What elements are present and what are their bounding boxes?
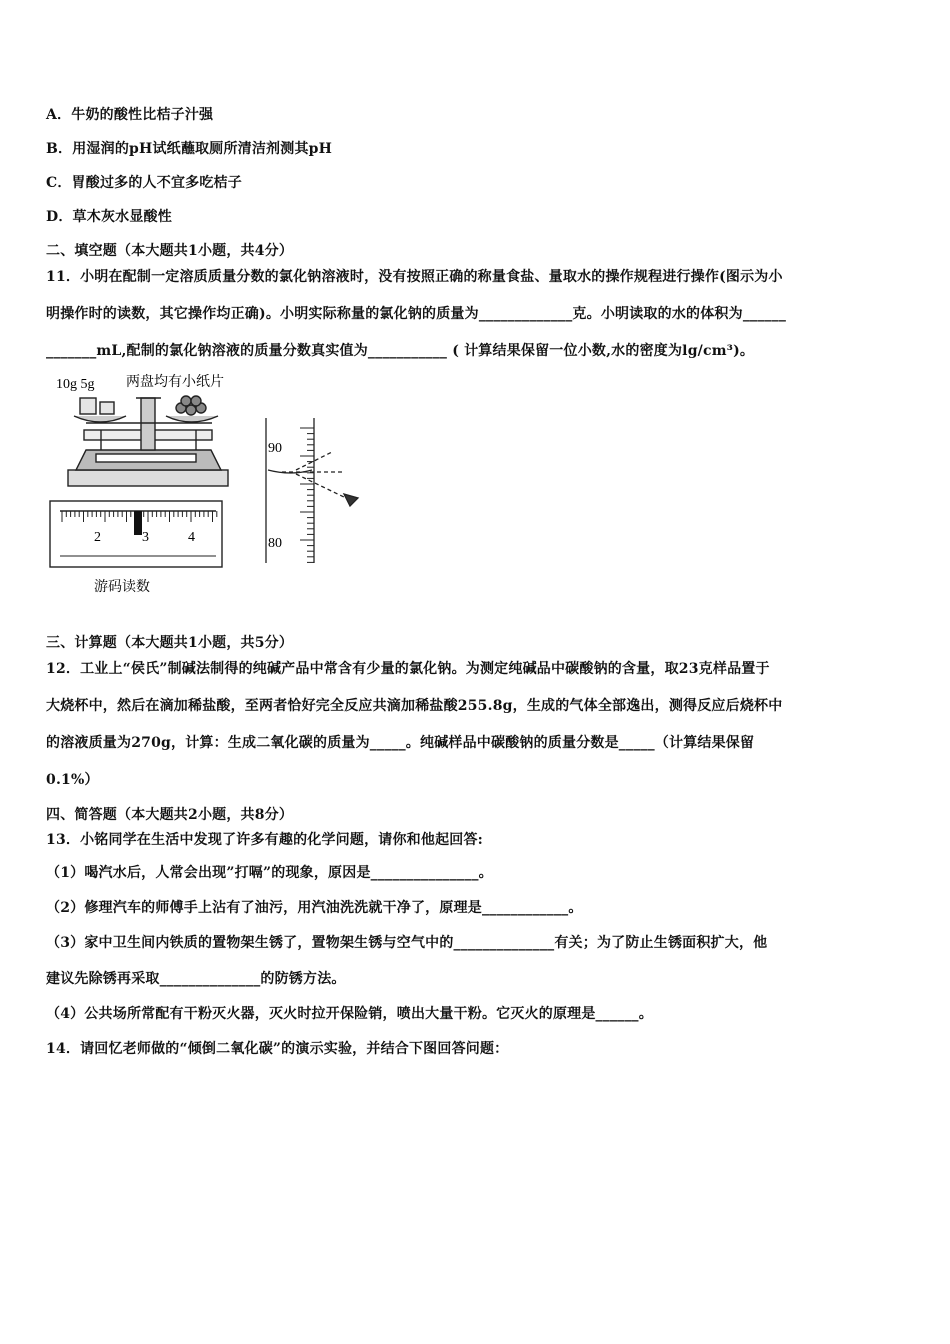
q12-line3: 的溶液质量为270g，计算：生成二氧化碳的质量为_____。纯碱样品中碳酸钠的质量分数是_____（计算结果保留 [46,735,755,751]
q13-intro: 13．小铭同学在生活中发现了许多有趣的化学问题，请你和他起回答: [46,832,484,848]
section3-title: 三、计算题（本大题共1小题，共5分） [46,635,294,651]
section2-title: 二、填空题（本大题共1小题，共4分） [46,243,294,259]
section4-title: 四、简答题（本大题共2小题，共8分） [46,807,294,823]
rider-ruler [50,501,222,567]
option-a: A．牛奶的酸性比桔子汁强 [46,107,214,123]
rider-reading-label: 游码读数 [94,580,150,595]
q12-line2: 大烧杯中，然后在滴加稀盐酸，至两者恰好完全反应共滴加稀盐酸255.8g，生成的气体全部逸出，测得反应后烧杯中 [46,698,783,714]
q12-line1: 12．工业上“侯氏”制碱法制得的纯碱产品中常含有少量的氯化钠。为测定纯碱品中碳酸钠的含量，取23克样品置于 [46,661,770,677]
cylinder-tick-90: 90 [268,441,282,456]
option-c: C．胃酸过多的人不宜多吃桔子 [46,175,242,191]
balance-illustration [68,396,228,486]
q13-part3a: （3）家中卫生间内铁质的置物架生锈了，置物架生锈与空气中的______________有关；为了防止生锈面积扩大，他 [46,935,768,951]
q14-text: 14．请回忆老师做的“倾倒二氧化碳”的演示实验，并结合下图回答问题： [46,1041,509,1057]
ruler-tick-2: 2 [94,530,101,545]
rider-marker [134,511,142,535]
q13-part2: （2）修理汽车的师傅手上沾有了油污，用汽油洗洗就干净了，原理是____________。 [46,900,583,916]
weights-label: 10g 5g [56,377,95,392]
q13-part3b: 建议先除锈再采取______________的防锈方法。 [46,971,346,987]
option-b: B．用湿润的pH试纸蘸取厕所清洁剂测其pH [46,141,333,157]
pan-note-label: 两盘均有小纸片 [126,375,224,390]
q13-part1: （1）喝汽水后，人常会出现”打嗝”的现象，原因是_______________。 [46,865,493,881]
ruler-tick-3: 3 [142,530,149,545]
q11-line3: _______mL,配制的氯化钠溶液的质量分数真实值为___________ ( 计算结果保留一位小数,水的密度为lg/cm³)。 [46,343,755,359]
q12-line4: 0.1%） [46,772,99,788]
q11-line1: 11．小明在配制一定溶质质量分数的氯化钠溶液时，没有按照正确的称量食盐、量取水的操作规程进行操作(图示为小 [46,269,783,285]
eye-icon [344,494,358,506]
cylinder-tick-80: 80 [268,536,282,551]
q11-line2: 明操作时的读数，其它操作均正确)。小明实际称量的氯化钠的质量为_____________克。小明读取的水的体积为______ [46,306,787,322]
balance-and-cylinder-figure [46,368,376,603]
option-d: D．草木灰水显酸性 [46,209,172,225]
ruler-tick-4: 4 [188,530,195,545]
q13-part4: （4）公共场所常配有干粉灭火器，灭火时拉开保险销，喷出大量干粉。它灭火的原理是______。 [46,1006,653,1022]
